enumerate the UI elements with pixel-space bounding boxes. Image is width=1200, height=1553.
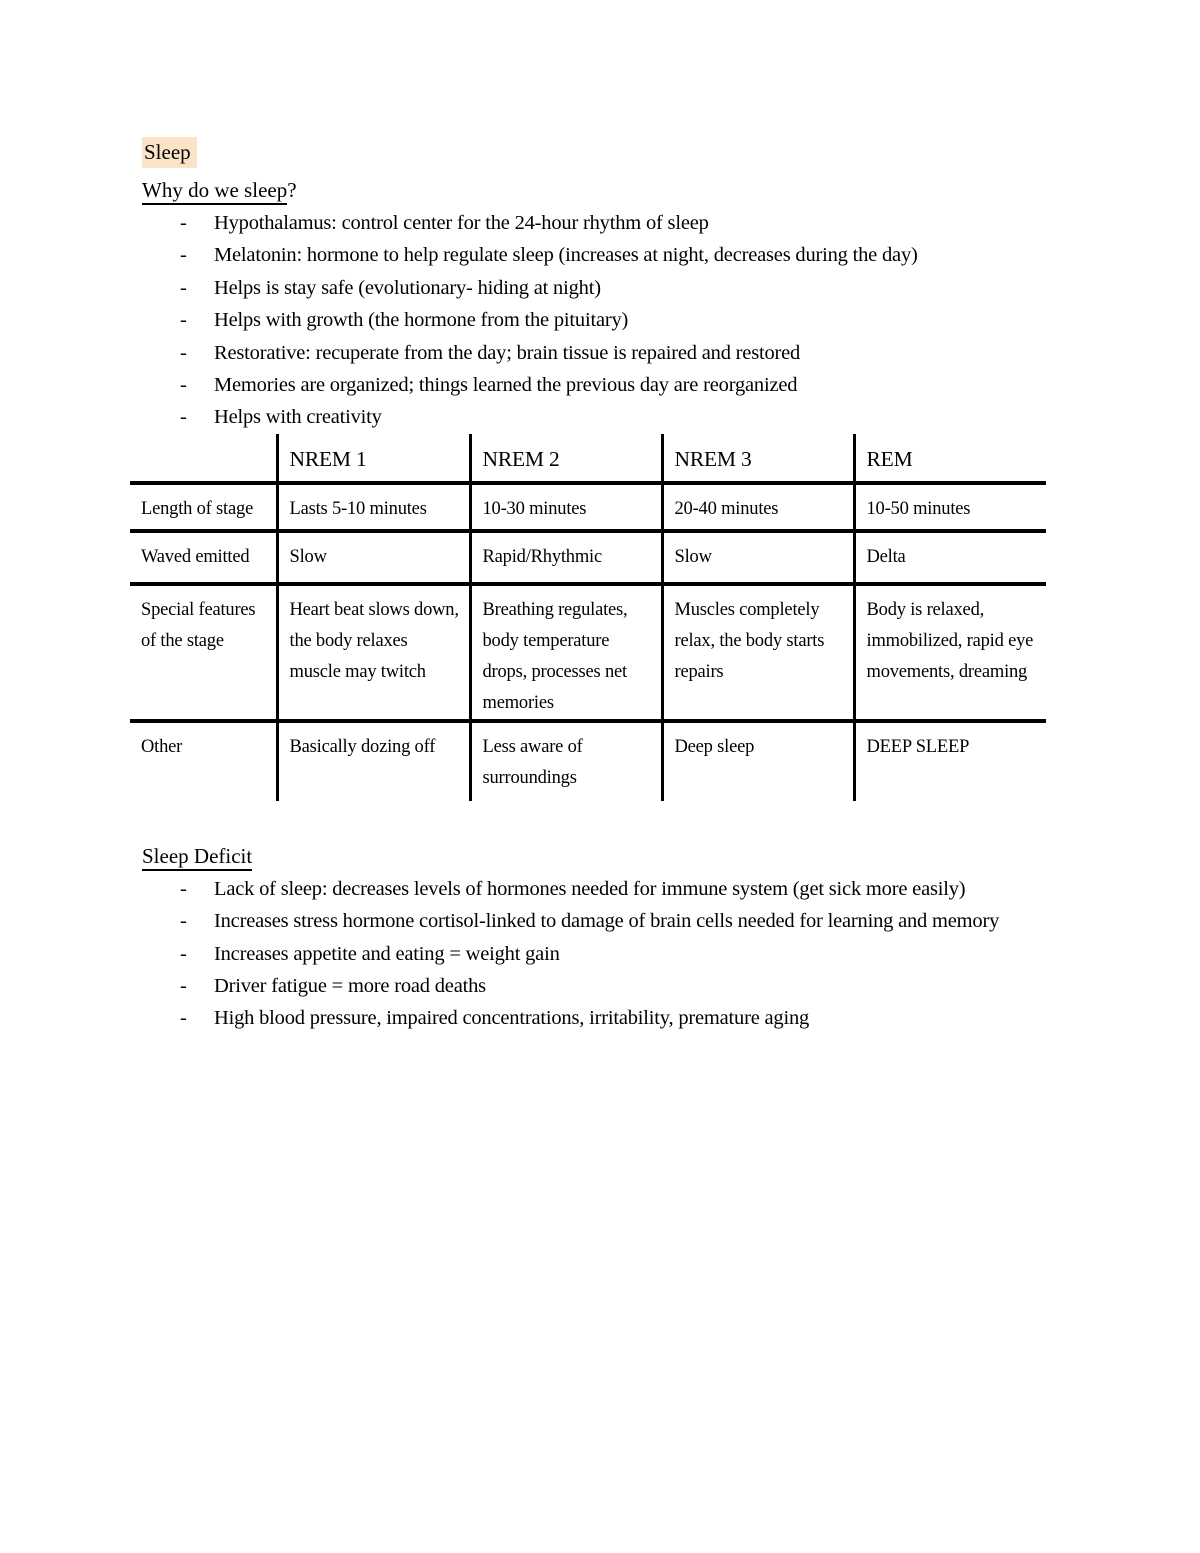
list-item — [142, 938, 1122, 970]
row-label: Length of stage — [130, 483, 277, 531]
bullet-text: Helps is stay safe (evolutionary- hiding at night) — [214, 276, 601, 299]
sleep-deficit-bullet-list — [142, 873, 1122, 1035]
sleep-stages-table — [130, 434, 1046, 801]
list-item — [142, 272, 1122, 304]
bullet-dash: - — [180, 1007, 187, 1030]
bullet-text: Increases appetite and eating = weight gain — [214, 942, 560, 965]
heading-underlined-text: Why do we sleep — [142, 178, 287, 205]
table-cell: Body is relaxed, immobilized, rapid eye movements, dreaming — [854, 584, 1046, 721]
table-header-row — [130, 434, 1046, 483]
bullet-dash: - — [180, 942, 187, 965]
table-cell: Breathing regulates, body temperature drops, processes net memories — [470, 584, 662, 721]
row-label: Other — [130, 721, 277, 801]
table-cell: Basically dozing off — [277, 721, 470, 801]
table-row-other — [130, 721, 1046, 801]
list-item — [142, 873, 1122, 905]
bullet-dash: - — [180, 276, 187, 299]
table-cell: Less aware of surroundings — [470, 721, 662, 801]
list-item — [142, 239, 1122, 271]
table-row-special-features — [130, 584, 1046, 721]
bullet-dash: - — [180, 910, 187, 933]
table-cell: Muscles completely relax, the body starts repairs — [662, 584, 854, 721]
section-heading-why-do-we-sleep — [142, 175, 1122, 205]
column-header-nrem2: NREM 2 — [470, 434, 662, 483]
list-item — [142, 970, 1122, 1002]
table-cell: Slow — [662, 531, 854, 584]
bullet-text: Memories are organized; things learned the previous day are reorganized — [214, 374, 798, 397]
table-cell: 10-50 minutes — [854, 483, 1046, 531]
table-cell: 10-30 minutes — [470, 483, 662, 531]
bullet-text: Helps with creativity — [214, 406, 382, 429]
row-label: Waved emitted — [130, 531, 277, 584]
list-item — [142, 207, 1122, 239]
bullet-dash: - — [180, 212, 187, 234]
table-cell: Delta — [854, 531, 1046, 584]
table-cell: Deep sleep — [662, 721, 854, 801]
bullet-text: Melatonin: hormone to help regulate sleep (increases at night, decreases during the day) — [214, 244, 918, 267]
table-cell: DEEP SLEEP — [854, 721, 1046, 801]
bullet-dash: - — [180, 975, 187, 998]
bullet-text: Driver fatigue = more road deaths — [214, 975, 486, 998]
table-row-waved-emitted — [130, 531, 1046, 584]
list-item — [142, 337, 1122, 369]
table-cell: Rapid/Rhythmic — [470, 531, 662, 584]
bullet-text: Helps with growth (the hormone from the pituitary) — [214, 309, 629, 332]
list-item — [142, 304, 1122, 336]
list-item — [142, 905, 1122, 937]
bullet-dash: - — [180, 877, 187, 900]
bullet-text: Lack of sleep: decreases levels of hormones needed for immune system (get sick more easily) — [214, 877, 966, 900]
column-header-nrem3: NREM 3 — [662, 434, 854, 483]
column-header-rem: REM — [854, 434, 1046, 483]
bullet-dash: - — [180, 406, 187, 429]
bullet-dash: - — [180, 341, 187, 364]
list-item — [142, 401, 1122, 433]
section-heading-sleep-deficit — [142, 841, 1122, 871]
heading-question-mark: ? — [287, 178, 297, 202]
bullet-text: High blood pressure, impaired concentrations, irritability, premature aging — [214, 1007, 810, 1030]
table-cell: 20-40 minutes — [662, 483, 854, 531]
table-cell: Slow — [277, 531, 470, 584]
table-cell: Heart beat slows down, the body relaxes muscle may twitch — [277, 584, 470, 721]
bullet-text: Hypothalamus: control center for the 24-hour rhythm of sleep — [214, 212, 709, 234]
column-header-blank — [130, 434, 277, 483]
table-cell: Lasts 5-10 minutes — [277, 483, 470, 531]
row-label: Special features of the stage — [130, 584, 277, 721]
list-item — [142, 369, 1122, 401]
why-sleep-bullet-list — [142, 207, 1122, 434]
page-title — [142, 138, 1122, 166]
heading-underlined-text: Sleep Deficit — [142, 844, 252, 871]
column-header-nrem1: NREM 1 — [277, 434, 470, 483]
bullet-text: Restorative: recuperate from the day; brain tissue is repaired and restored — [214, 341, 801, 364]
table-row-length-of-stage — [130, 483, 1046, 531]
bullet-dash: - — [180, 309, 187, 332]
document-body — [142, 138, 1122, 1035]
list-item — [142, 1002, 1122, 1034]
bullet-text: Increases stress hormone cortisol-linked to damage of brain cells needed for learning and memory — [214, 910, 1000, 933]
bullet-dash: - — [180, 244, 187, 267]
highlighted-title-text: Sleep — [142, 137, 197, 168]
bullet-dash: - — [180, 374, 187, 397]
